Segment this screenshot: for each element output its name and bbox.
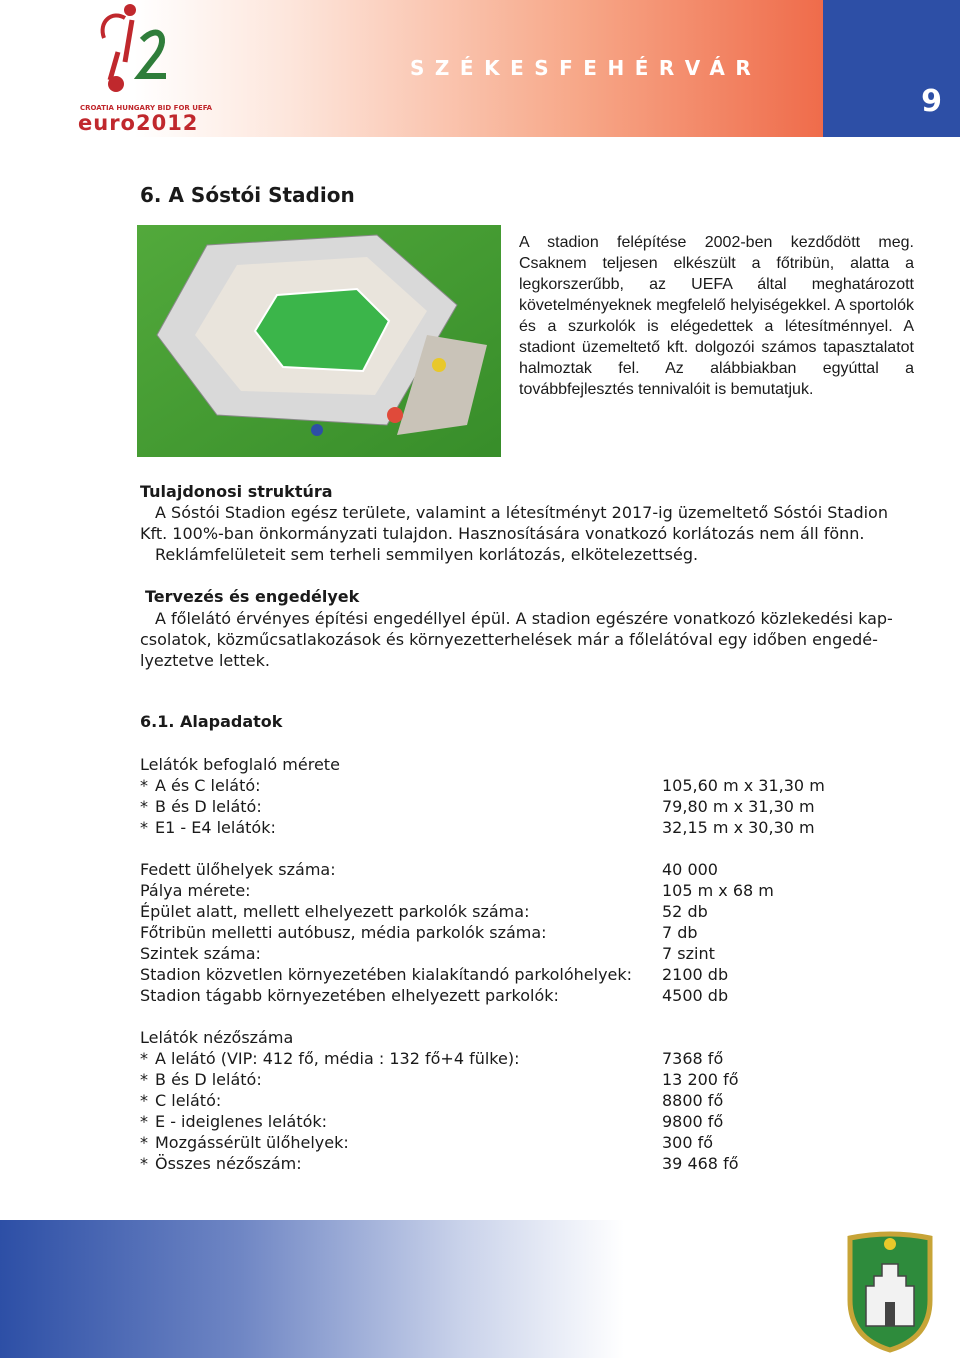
ownership-line-2: Kft. 100%-ban önkormányzati tulajdon. Hasznosítására vonatkozó korlátozás nem áll fönn. [140, 524, 865, 543]
stand-value: 32,15 m x 30,30 m [662, 818, 815, 837]
capacity-title: Lelátók nézőszáma [140, 1028, 294, 1047]
bullet: * [140, 797, 148, 816]
bullet: * [140, 818, 148, 837]
page-number: 9 [921, 84, 942, 119]
intro-paragraph: A stadion felépítése 2002-ben kezdődött meg. Csaknem teljesen elkészült a főtribün, alatta a legkorszerűbb, az UEFA által meghatározott követelményeknek megfelelő helyiségekkel. A sportolók és a szurkolók is elégedettek a létesítménnyel. A stadiont üzemeltető kft. dolgozói számos tapasztalatot halmoztak fel. Az alábbiakban egyúttal a továbbfejlesztés tennivalóit is bemutatjuk. [519, 234, 914, 398]
capacity-value: 7368 fő [662, 1049, 724, 1068]
fact-label: Épület alatt, mellett elhelyezett parkolók száma: [140, 902, 530, 921]
capacity-label: Összes nézőszám: [155, 1154, 302, 1173]
stand-value: 79,80 m x 31,30 m [662, 797, 815, 816]
basics-heading: 6.1. Alapadatok [140, 712, 283, 731]
capacity-label: A lelátó (VIP: 412 fő, média : 132 fő+4 fülke): [155, 1049, 520, 1068]
planning-line-1: A főlelátó érvényes építési engedéllyel épül. A stadion egészére vonatkozó közlekedési kap- [155, 609, 893, 628]
capacity-value: 13 200 fő [662, 1070, 739, 1089]
capacity-value: 300 fő [662, 1133, 714, 1152]
capacity-row [140, 1090, 880, 1111]
fact-value: 4500 db [662, 986, 729, 1005]
fact-row [140, 880, 880, 901]
bullet: * [140, 1112, 148, 1131]
stand-label: A és C lelátó: [155, 776, 261, 795]
fact-label: Pálya mérete: [140, 881, 251, 900]
fact-row [140, 943, 880, 964]
planning-heading: Tervezés és engedélyek [145, 587, 360, 606]
stands-title: Lelátók befoglaló mérete [140, 755, 340, 774]
fact-value: 2100 db [662, 965, 729, 984]
fact-label: Főtribün melletti autóbusz, média parkolók száma: [140, 923, 547, 942]
capacity-row [140, 1153, 880, 1174]
stadium-rendering [137, 225, 501, 457]
fact-value: 7 szint [662, 944, 715, 963]
ownership-heading: Tulajdonosi struktúra [140, 482, 333, 501]
capacity-row [140, 1132, 880, 1153]
bullet: * [140, 776, 148, 795]
section-title: 6. A Sóstói Stadion [140, 183, 355, 207]
capacity-row [140, 1048, 880, 1069]
bullet: * [140, 1091, 148, 1110]
capacity-label: B és D lelátó: [155, 1070, 262, 1089]
capacity-value: 9800 fő [662, 1112, 724, 1131]
fact-row [140, 859, 880, 880]
fact-row [140, 922, 880, 943]
stand-row [140, 775, 880, 796]
stand-row [140, 817, 880, 838]
city-title: SZÉKESFEHÉRVÁR [410, 56, 762, 80]
capacity-row [140, 1111, 880, 1132]
fact-value: 52 db [662, 902, 708, 921]
fact-row [140, 964, 880, 985]
fact-value: 40 000 [662, 860, 718, 879]
capacity-value: 39 468 fő [662, 1154, 739, 1173]
planning-line-2: csolatok, közműcsatlakozások és környezetterhelések már a főlelátóval egy időben engedé- [140, 630, 878, 649]
ownership-line-1: A Sóstói Stadion egész területe, valamint a létesítményt 2017-ig üzemeltető Sóstói Stadion [155, 503, 888, 522]
footer-band [0, 1220, 960, 1358]
stand-label: B és D lelátó: [155, 797, 262, 816]
logo-wordmark: euro2012 [78, 111, 199, 135]
stand-value: 105,60 m x 31,30 m [662, 776, 825, 795]
capacity-label: Mozgássérült ülőhelyek: [155, 1133, 349, 1152]
fact-row [140, 985, 880, 1006]
fact-value: 7 db [662, 923, 698, 942]
bullet: * [140, 1154, 148, 1173]
stand-row [140, 796, 880, 817]
capacity-label: C lelátó: [155, 1091, 222, 1110]
planning-line-3: lyeztetve lettek. [140, 651, 270, 670]
fact-row [140, 901, 880, 922]
fact-value: 105 m x 68 m [662, 881, 774, 900]
city-crest-icon [838, 1230, 942, 1354]
capacity-label: E - ideiglenes lelátók: [155, 1112, 328, 1131]
ownership-line-3: Reklámfelületeit sem terheli semmilyen korlátozás, elkötelezettség. [155, 545, 699, 564]
fact-label: Stadion közvetlen környezetében kialakítandó parkolóhelyek: [140, 965, 633, 984]
fact-label: Szintek száma: [140, 944, 261, 963]
bullet: * [140, 1133, 148, 1152]
bullet: * [140, 1049, 148, 1068]
capacity-row [140, 1069, 880, 1090]
fact-label: Stadion tágabb környezetében elhelyezett parkolók: [140, 986, 559, 1005]
fact-label: Fedett ülőhelyek száma: [140, 860, 336, 879]
capacity-value: 8800 fő [662, 1091, 724, 1110]
stand-label: E1 - E4 lelátók: [155, 818, 276, 837]
logo-caption: CROATIA HUNGARY BID FOR UEFA [80, 104, 213, 112]
bullet: * [140, 1070, 148, 1089]
